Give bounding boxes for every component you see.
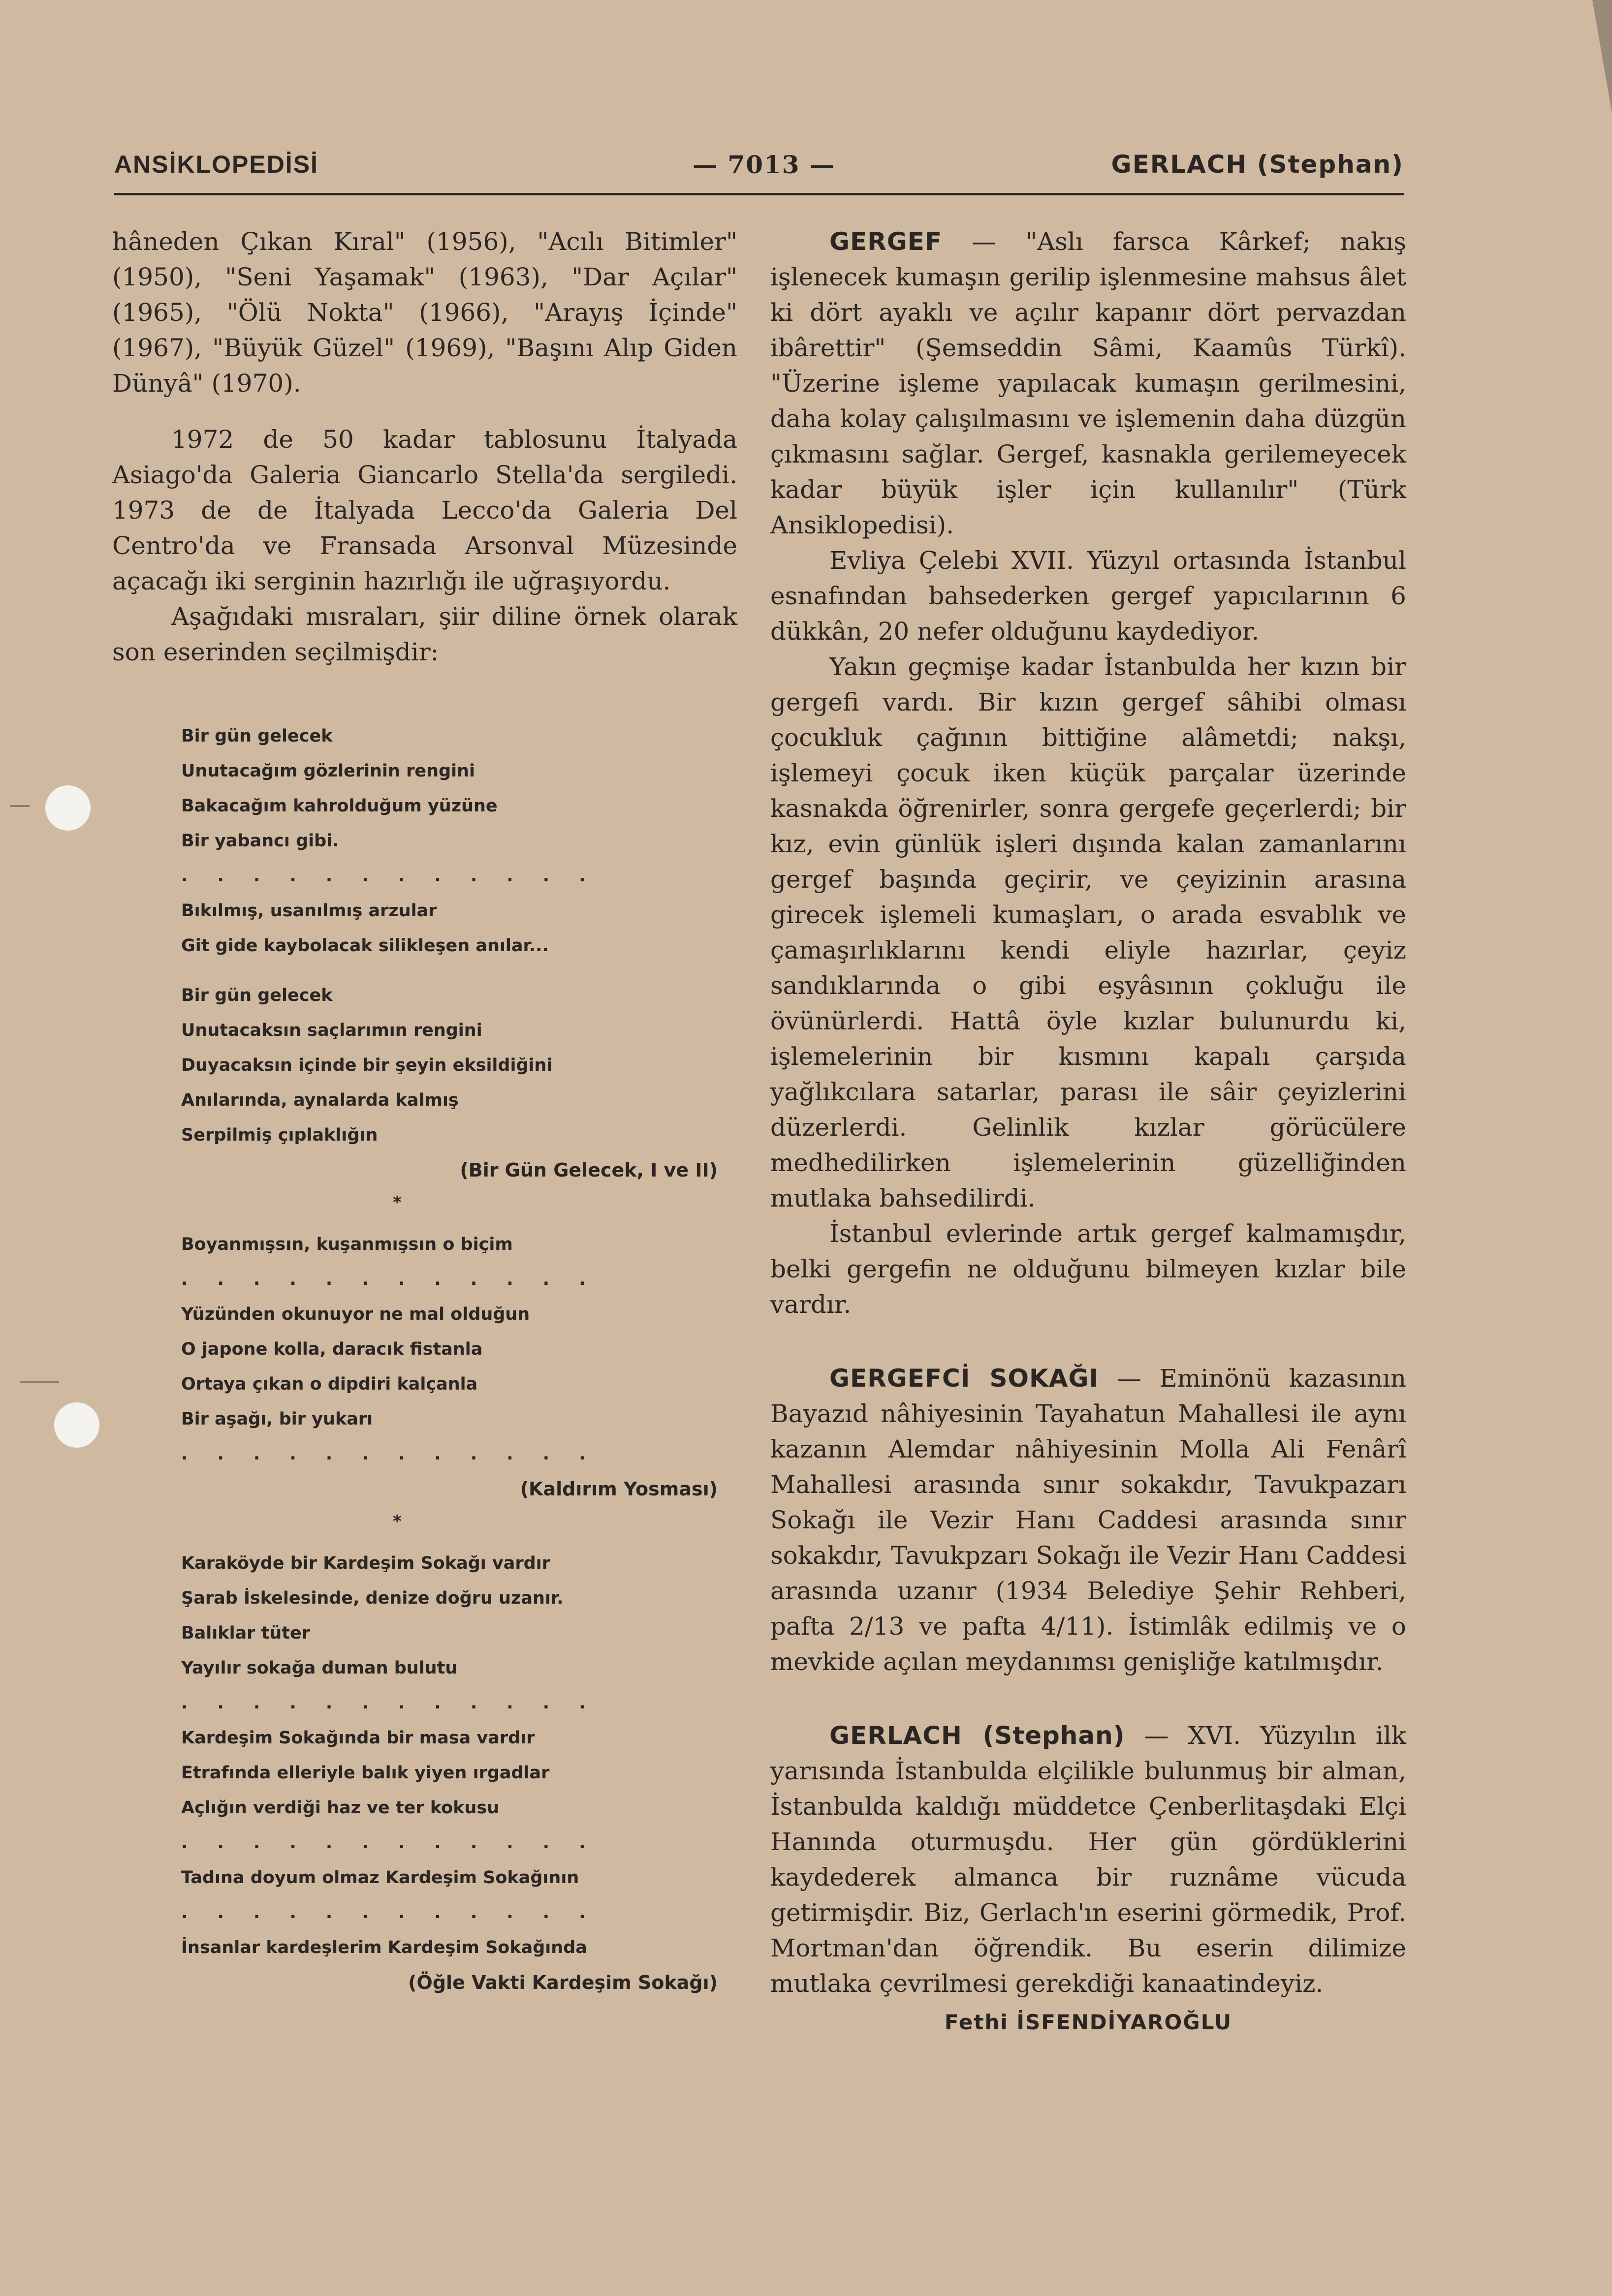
poem-line: Balıklar tüter (181, 1623, 311, 1643)
poem-line: Karaköyde bir Kardeşim Sokağı vardır (181, 1553, 550, 1573)
poem-line: Etrafında elleriyle balık yiyen ırgadlar (181, 1763, 550, 1783)
entry-gergefci-text (770, 1361, 1406, 1679)
intro-paragraph: hâneden Çıkan Kıral" (1956), "Acılı Bitimler" (1950), "Seni Yaşamak" (1963), "Dar Açılar" (1965), "Ölü Nokta" (1966), "Arayış İçinde" (1967), "Büyük Güzel" (1969), "Başını Alıp Giden Dünyâ" (1970). (112, 227, 737, 398)
ellipsis-separator: . . . . . . . . . . . . (181, 1903, 598, 1923)
entry-gergef (770, 224, 1406, 1322)
entry-gergef-today: İstanbul evlerinde artık gergef kalmamışdır, belki gergefin ne olduğunu bilmeyen kızlar bile vardır. (770, 1219, 1406, 1319)
poem-stanza-2 (181, 894, 737, 963)
entry-gerlach (770, 1718, 1406, 2034)
entry-gerlach-text (770, 1718, 1406, 2001)
header-rule (114, 193, 1404, 195)
poem-stanza-6 (181, 1546, 737, 1686)
poem-line: İnsanlar kardeşlerim Kardeşim Sokağında (181, 1938, 587, 1957)
poem-line: Ortaya çıkan o dipdiri kalçanla (181, 1374, 478, 1394)
section-star: * (393, 1193, 402, 1212)
ellipsis-separator: . . . . . . . . . . . . (181, 1444, 598, 1464)
entry-gergef-evliya: Evliya Çelebi XVII. Yüzyıl ortasında İstanbul esnafından bahsederken gergef yapıcılarının 6 dükkân, 20 nefer olduğunu kaydediyor. (770, 546, 1406, 646)
left-column (112, 224, 737, 2000)
poem-stanza-1 (181, 719, 737, 859)
poem-line: Anılarında, aynalarda kalmış (181, 1090, 459, 1110)
punch-hole-upper (45, 785, 91, 831)
ellipsis-separator: . . . . . . . . . . . . (181, 1693, 598, 1713)
right-column (770, 224, 1406, 2034)
header-left-title: ANSİKLOPEDİSİ (114, 151, 318, 178)
poem-line: Git gide kaybolacak silikleşen anılar... (181, 936, 549, 956)
poem-excerpts (181, 719, 737, 2000)
entry-gergef-definition (770, 224, 1406, 543)
entry-text: — "Aslı farsca Kârkef; nakış işlenecek kumaşın gerilip işlenmesine mahsus âlet ki dört ayaklı ve açılır kapanır dört pervazdan ibârettir" (Şemseddin Sâmi, Kaamûs Türkî). "Üzerine işleme yapılacak kumaşın gerilmesini, daha kolay çalışılmasını ve işlemenin daha düzgün çıkmasını sağlar. Gergef, kasnakla gerilemeyecek kadar büyük işler için kullanılır" (Türk Ansiklopedisi). (770, 227, 1406, 539)
punch-hole-lower (54, 1402, 99, 1448)
ellipsis-separator: . . . . . . . . . . . . (181, 1833, 598, 1853)
entry-text: — Eminönü kazasının Bayazıd nâhiyesinin Tayahatun Mahallesi ile aynı kazanın Alemdar nâhiyesinin Molla Ali Fenârî Mahallesi arasında sınır sokakdır, Tavukpazarı Sokağı ile Vezir Hanı Caddesi arasında sınır sokakdır, Tavukpzarı Sokağı ile Vezir Hanı Caddesi arasında uzanır (1934 Belediye Şehir Rehberi, pafta 2/13 ve pafta 4/11). İstimlâk edilmiş ve o mevkide açılan meydanımsı genişliğe katılmışdır. (770, 1364, 1406, 1676)
poem-line: Bir yabancı gibi. (181, 831, 339, 851)
poem-line: Boyanmışsın, kuşanmışsın o biçim (181, 1235, 513, 1254)
margin-mark-upper (10, 805, 30, 807)
poem-source-3: (Öğle Vakti Kardeşim Sokağı) (408, 1972, 718, 1993)
poem-intro-paragraph: Aşağıdaki mısraları, şiir diline örnek olarak son eserinden seçilmişdir: (112, 602, 737, 666)
poem-line: Kardeşim Sokağında bir masa vardır (181, 1728, 535, 1748)
poem-stanza-7 (181, 1721, 737, 1826)
entry-text: — XVI. Yüzyılın ilk yarısında İstanbulda elçilikle bulunmuş bir alman, İstanbulda kaldığı müddetce Çenberlitaşdaki Elçi Hanında oturmuşdu. Her gün gördüklerini kaydederek almanca bir ruznâme vücuda getirmişdir. Biz, Gerlach'ın eserini görmedik, Prof. Mortman'dan öğrendik. Bu eserin dilimize mutlaka çevrilmesi gerekdiği kanaatindeyiz. (770, 1721, 1406, 1998)
poem-source-1: (Bir Gün Gelecek, I ve II) (460, 1159, 718, 1181)
entry-title: GERGEF (829, 227, 943, 256)
margin-mark-lower (20, 1381, 59, 1383)
entry-gergef-history: Yakın geçmişe kadar İstanbulda her kızın bir gergefi vardı. Bir kızın gergef sâhibi olması çocukluk çağının bittiğine alâmetdi; nakşı, işlemeyi çocuk iken küçük parçalar üzerinde kasnakda öğrenirler, sonra gergefe geçerlerdi; bir kız, evin günlük işleri dışında kalan zamanlarını gergef başında geçirir, ve çeyizinin arasına girecek işlemeli kumaşları, o arada esvablık ve çamaşırlıklarını kendi eliyle hazırlar, çeyiz sandıklarında o gibi eşyâsının çokluğu ile övünürlerdi. Hattâ öyle kızlar bulunurdu ki, işlemelerinin bir kısmını kapalı çarşıda yağlıkcılara satarlar, parası ile sâir çeyizlerini düzerlerdi. Gelinlik kızlar görücülere medhedilirken işlemelerinin güzelliğinden mutlaka bahsedilirdi. (770, 652, 1406, 1212)
page-number: — 7013 — (693, 150, 835, 179)
poem-line: Tadına doyum olmaz Kardeşim Sokağının (181, 1868, 579, 1888)
entry-title: GERLACH (Stephan) (829, 1721, 1125, 1750)
poem-line: Bir aşağı, bir yukarı (181, 1409, 373, 1429)
poem-line: Bir gün gelecek (181, 986, 333, 1005)
ellipsis-separator: . . . . . . . . . . . . (181, 1270, 598, 1289)
poem-line: Açlığın verdiği haz ve ter kokusu (181, 1798, 500, 1818)
poem-line: Yüzünden okunuyor ne mal olduğun (181, 1304, 530, 1324)
page-corner-fold (1592, 0, 1612, 113)
entry-gergefci-sokagi (770, 1361, 1406, 1679)
poem-line: Serpilmiş çıplaklığın (181, 1125, 378, 1145)
header-right-title: GERLACH (Stephan) (1111, 150, 1404, 179)
poem-line: Bir gün gelecek (181, 726, 333, 746)
poem-line: Unutacaksın saçlarımın rengini (181, 1021, 482, 1040)
poem-stanza-3 (181, 978, 737, 1153)
page-header (114, 150, 1404, 189)
author-signature: Fethi İSFENDİYAROĞLU (944, 2010, 1233, 2034)
entry-title: GERGEFCİ SOKAĞI (829, 1364, 1099, 1393)
poem-line: Bakacağım kahrolduğum yüzüne (181, 796, 498, 816)
poem-stanza-5 (181, 1297, 737, 1437)
poem-line: Şarab İskelesinde, denize doğru uzanır. (181, 1588, 564, 1608)
section-star: * (393, 1512, 402, 1531)
poem-source-2: (Kaldırım Yosması) (520, 1478, 718, 1500)
exhibition-paragraph: 1972 de 50 kadar tablosunu İtalyada Asiago'da Galeria Giancarlo Stella'da sergiledi. 1973 de de İtalyada Lecco'da Galeria Del Centro'da ve Fransada Arsonval Müzesinde açacağı iki serginin hazırlığı ile uğraşıyordu. (112, 425, 737, 595)
poem-line: Duyacaksın içinde bir şeyin eksildiğini (181, 1055, 553, 1075)
poem-line: Bıkılmış, usanılmış arzular (181, 901, 437, 921)
ellipsis-separator: . . . . . . . . . . . . (181, 866, 598, 886)
poem-line: O japone kolla, daracık fistanla (181, 1339, 483, 1359)
poem-line: Unutacağım gözlerinin rengini (181, 761, 475, 781)
poem-line: Yayılır sokağa duman bulutu (181, 1658, 458, 1678)
